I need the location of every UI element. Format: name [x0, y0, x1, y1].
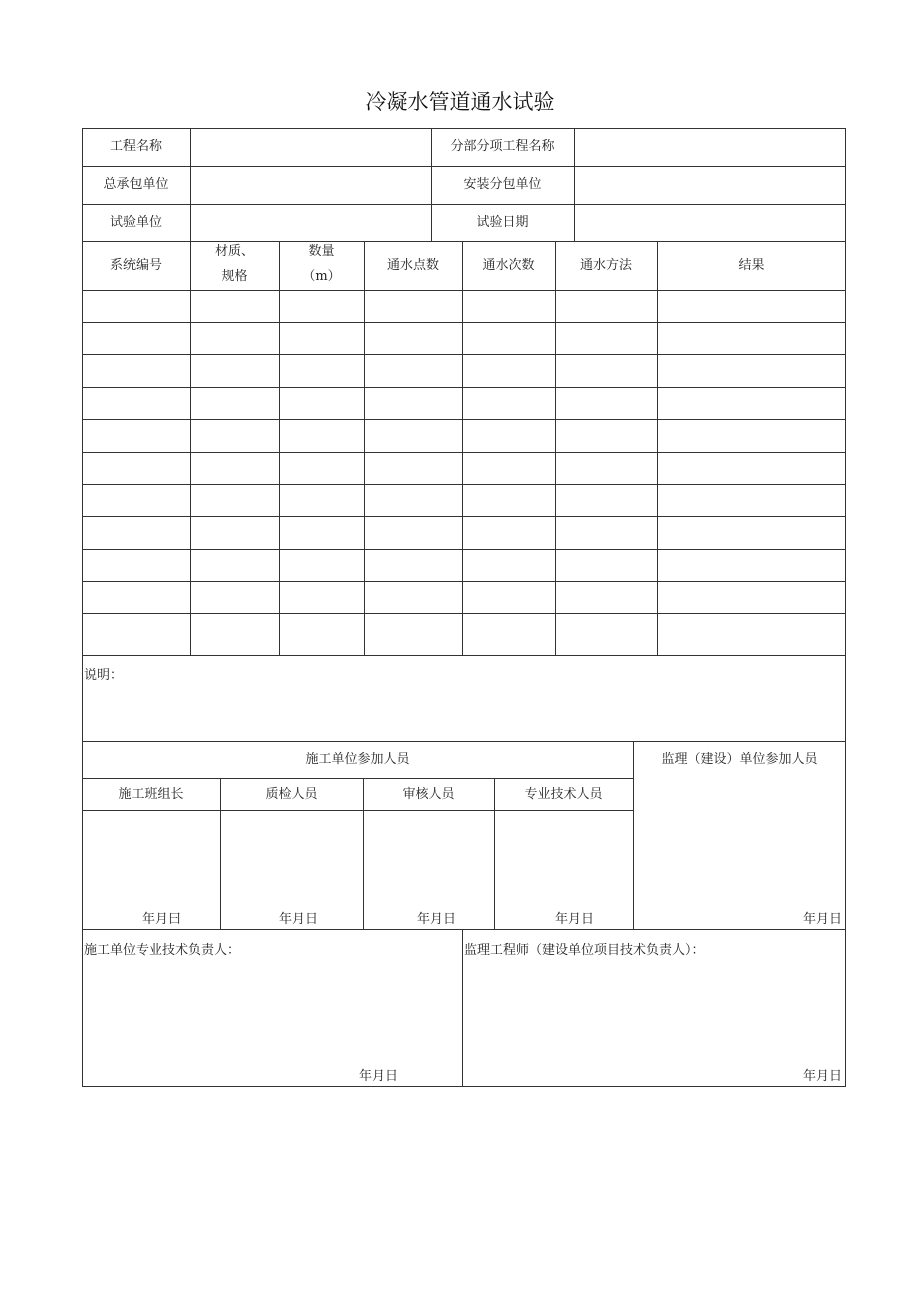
row-divider — [82, 810, 634, 811]
row-divider — [82, 354, 846, 355]
team-leader-label: 施工班组长 — [118, 787, 184, 802]
column-header-material-line2: 规格 — [221, 269, 248, 284]
quality-inspector-label: 质检人员 — [265, 787, 318, 802]
page-title: 冷凝水管道通水试验 — [365, 90, 555, 114]
row-divider — [82, 549, 846, 550]
test-record-form — [82, 128, 846, 1087]
quality-inspector-date: 年月日 — [279, 912, 319, 927]
column-divider — [462, 929, 463, 1086]
row-divider — [82, 778, 634, 779]
row-divider — [82, 741, 846, 742]
column-divider — [279, 241, 280, 655]
column-divider — [633, 741, 634, 929]
team-leader-date: 年月曰 — [142, 912, 182, 927]
technician-label: 专业技术人员 — [524, 787, 603, 802]
form-border-bottom — [82, 1086, 846, 1087]
test-unit-label: 试验单位 — [109, 215, 162, 230]
row-divider — [82, 452, 846, 453]
column-divider — [364, 241, 365, 655]
column-divider — [190, 128, 191, 241]
column-header-times: 通水次数 — [482, 258, 535, 273]
project-name-label: 工程名称 — [109, 139, 162, 154]
notes-label: 说明： — [84, 668, 124, 683]
column-header-points: 通水点数 — [386, 258, 439, 273]
column-header-method: 通水方法 — [579, 258, 632, 273]
row-divider — [82, 204, 846, 205]
general-contractor-label: 总承包单位 — [103, 177, 169, 192]
column-header-system-no: 系统编号 — [109, 258, 162, 273]
technician-date: 年月日 — [555, 912, 595, 927]
test-date-label: 试验日期 — [476, 215, 529, 230]
supervision-engineer-label: 监理工程师（建设单位项目技术负责人）： — [464, 943, 705, 958]
column-divider — [190, 241, 191, 655]
row-divider — [82, 929, 846, 930]
column-divider — [657, 241, 658, 655]
row-divider — [82, 322, 846, 323]
row-divider — [82, 166, 846, 167]
install-subcontractor-label: 安装分包单位 — [463, 177, 542, 192]
row-divider — [82, 290, 846, 291]
column-header-material-line1: 材质、 — [214, 244, 254, 259]
supervision-signoff-date: 年月日 — [803, 1069, 843, 1084]
row-divider — [82, 581, 846, 582]
column-divider — [555, 241, 556, 655]
row-divider — [82, 484, 846, 485]
supervision-participants-label: 监理（建设）单位参加人员 — [661, 752, 818, 767]
row-divider — [82, 613, 846, 614]
column-header-quantity-line2: （m） — [302, 269, 341, 284]
sub-project-name-label: 分部分项工程名称 — [450, 139, 555, 154]
row-divider — [82, 655, 846, 656]
supervision-date: 年月日 — [803, 912, 843, 927]
construction-tech-lead-label: 施工单位专业技术负责人： — [84, 943, 241, 958]
row-divider — [82, 387, 846, 388]
form-border-top — [82, 128, 846, 129]
construction-participants-label: 施工单位参加人员 — [305, 752, 410, 767]
column-header-quantity-line1: 数量 — [308, 244, 335, 259]
reviewer-date: 年月日 — [417, 912, 457, 927]
row-divider — [82, 419, 846, 420]
row-divider — [82, 516, 846, 517]
reviewer-label: 审核人员 — [402, 787, 455, 802]
construction-signoff-date: 年月日 — [359, 1069, 399, 1084]
column-header-result: 结果 — [738, 258, 765, 273]
column-divider — [574, 128, 575, 241]
row-divider — [82, 241, 846, 242]
column-divider — [462, 241, 463, 655]
